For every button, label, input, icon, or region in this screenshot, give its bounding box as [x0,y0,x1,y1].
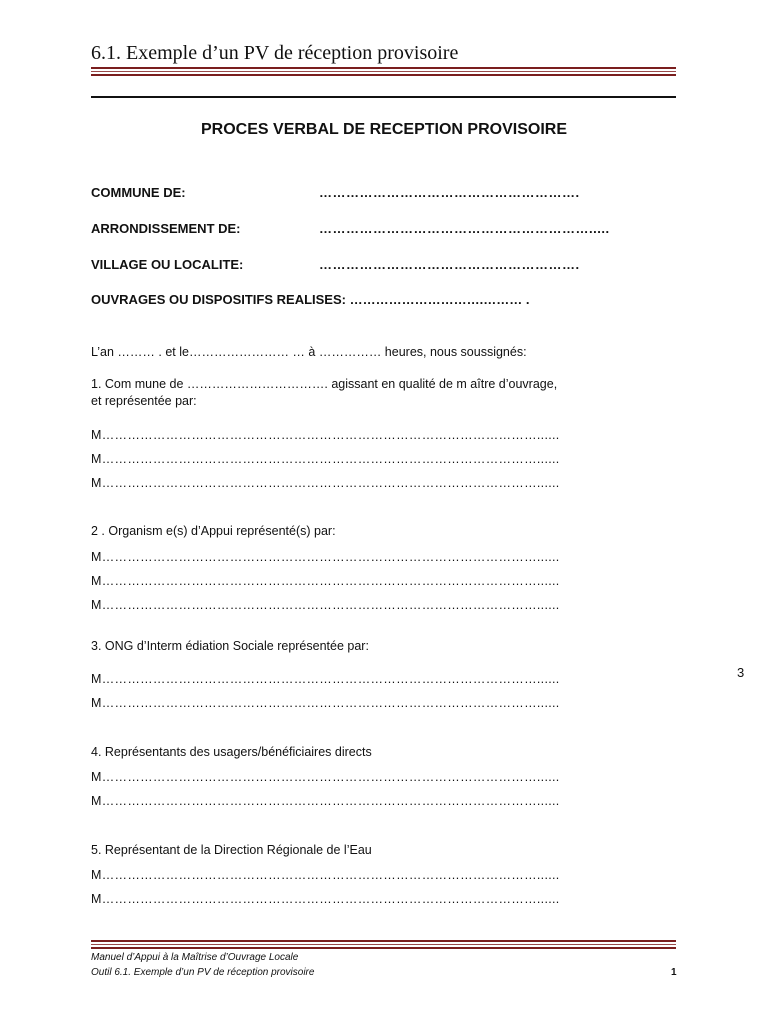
separator-rule [91,96,676,98]
m-line: M…………………………………………………………………………………………...... [91,892,560,906]
intro-line: L’an ……… . et le…………………… … à …………… heures, nous soussignés: [91,345,527,359]
m-line: M…………………………………………………………………………………………...... [91,696,560,710]
commune-line-1: 1. Com mune de ……………………………. agissant en qualité de m aître d’ouvrage, [91,377,558,391]
section-5-heading: 5. Représentant de la Direction Régionale de l’Eau [91,843,372,857]
commune-label: COMMUNE DE: [91,185,186,200]
village-dots: …………………………………………………. [319,257,580,272]
commune-dots: …………………………………………………. [319,185,580,200]
m-line: M…………………………………………………………………………………………...... [91,794,560,808]
m-line: M…………………………………………………………………………………………...... [91,428,560,442]
m-line: M…………………………………………………………………………………………...... [91,672,560,686]
m-line: M…………………………………………………………………………………………...... [91,452,560,466]
header-rule-bottom [91,74,676,76]
header-rule-top [91,67,676,69]
arrondissement-label: ARRONDISSEMENT DE: [91,221,241,236]
m-line: M…………………………………………………………………………………………...... [91,598,560,612]
arrondissement-dots: ……………………………………………………..... [319,221,610,236]
footer-rule-bottom [91,947,676,949]
m-line: M…………………………………………………………………………………………...... [91,574,560,588]
commune-line-2: et représentée par: [91,394,197,408]
m-line: M…………………………………………………………………………………………...... [91,476,560,490]
section-2-heading: 2 . Organism e(s) d’Appui représenté(s) par: [91,524,336,538]
header-title: 6.1. Exemple d’un PV de réception provisoire [91,42,459,64]
village-label: VILLAGE OU LOCALITE: [91,257,244,272]
page-number: 1 [671,967,677,978]
footer-manual-title: Manuel d’Appui à la Maîtrise d’Ouvrage Locale [91,952,299,963]
document-title: PROCES VERBAL DE RECEPTION PROVISOIRE [201,121,567,138]
section-4-heading: 4. Représentants des usagers/bénéficiaires directs [91,745,372,759]
m-line: M…………………………………………………………………………………………...... [91,550,560,564]
section-3-heading: 3. ONG d’Interm édiation Sociale représentée par: [91,639,369,653]
side-number: 3 [737,665,745,680]
ouvrages-line: OUVRAGES OU DISPOSITIFS REALISES: ………………………….……… . [91,292,530,307]
footer-rule-top [91,940,676,942]
m-line: M…………………………………………………………………………………………...... [91,770,560,784]
footer-rule-middle [91,944,676,945]
footer-tool-title: Outil 6.1. Exemple d’un PV de réception provisoire [91,967,315,978]
header-rule-middle [91,71,676,72]
m-line: M…………………………………………………………………………………………...... [91,868,560,882]
